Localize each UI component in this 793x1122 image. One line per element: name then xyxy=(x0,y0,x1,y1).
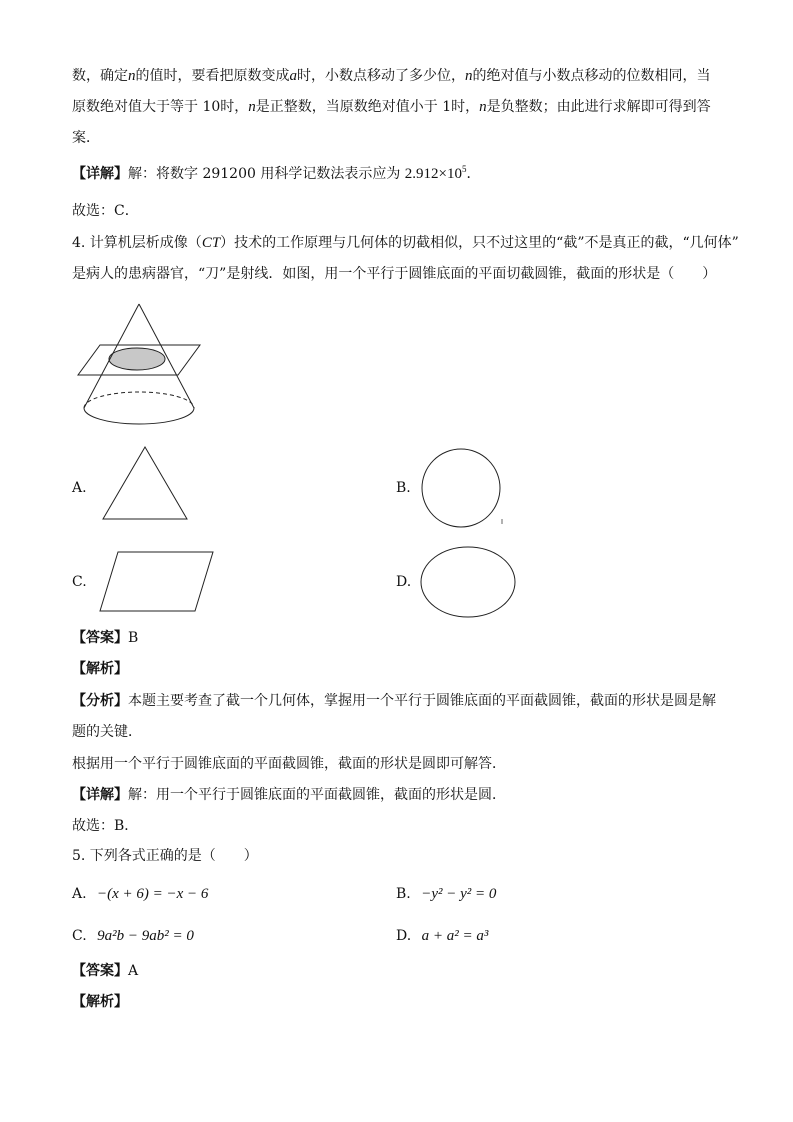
q4-option-b[interactable]: B. xyxy=(396,480,411,496)
var-a: a xyxy=(289,68,297,84)
q5-option-d[interactable] xyxy=(396,926,488,946)
option-label: A. xyxy=(72,886,87,902)
cone-figure xyxy=(72,298,212,428)
q4-option-d[interactable]: D. xyxy=(396,574,412,590)
q5-stem: 5. 下列各式正确的是（ ） xyxy=(72,848,258,864)
var-n: n xyxy=(465,68,473,84)
option-label: C. xyxy=(72,928,87,944)
option-label: D. xyxy=(396,928,412,944)
cone-base-back xyxy=(84,392,194,408)
ct-abbr: CT xyxy=(201,235,221,251)
text: 本题主要考查了截一个几何体，掌握用一个平行于圆锥底面的平面截圆锥，截面的形状是圆是解 xyxy=(128,693,716,709)
q4-fenxi-line-1 xyxy=(72,691,716,711)
option-expr: −y² − y² = 0 xyxy=(421,886,497,902)
circle-shape xyxy=(420,449,504,529)
text: 数，确定 xyxy=(72,68,128,84)
cross-section xyxy=(109,348,165,370)
q4-detail xyxy=(72,785,506,805)
option-expr: a + a² = a³ xyxy=(421,928,489,944)
q4-stem-line-2: 是病人的患病器官，“刀”是射线．如图，用一个平行于圆锥底面的平面切截圆锥，截面的形状是（ ） xyxy=(72,266,717,282)
text: ）技术的工作原理与几何体的切截相似，只不过这里的“截”不是真正的截，“几何体” xyxy=(220,235,739,251)
text: 4. 计算机层析成像（ xyxy=(72,235,202,251)
q5-option-b[interactable] xyxy=(396,884,496,904)
detail-label: 【详解】 xyxy=(72,166,128,182)
option-expr: −(x + 6) = −x − 6 xyxy=(97,886,209,902)
option-label: B. xyxy=(396,886,411,902)
sci-notation: $2.912\times 10^5$ xyxy=(404,164,467,182)
prev-line-3: 案． xyxy=(72,130,100,146)
text: 原数绝对值大于等于 10时， xyxy=(72,99,249,115)
q5-analysis-label: 【解析】 xyxy=(72,994,128,1010)
text: 解：将数字 291200 用科学记数法表示应为 xyxy=(128,166,401,182)
text: 解：用一个平行于圆锥底面的平面截圆锥，截面的形状是圆． xyxy=(128,787,506,803)
triangle-shape xyxy=(100,446,190,522)
parallelogram-shape xyxy=(98,550,216,614)
prev-detail xyxy=(72,164,481,184)
answer-label: 【答案】 xyxy=(72,630,128,646)
prev-line-1 xyxy=(72,66,711,86)
cone-base-front xyxy=(84,408,194,424)
q4-fenxi-line-2: 题的关键． xyxy=(72,724,142,740)
var-n: n xyxy=(479,99,487,115)
text: 是正整数，当原数绝对值小于 1时， xyxy=(255,99,480,115)
var-n: n xyxy=(248,99,256,115)
q5-option-c[interactable] xyxy=(72,926,194,946)
text: 是负整数；由此进行求解即可得到答 xyxy=(486,99,711,115)
text: 时，小数点移动了多少位， xyxy=(297,68,465,84)
var-n: n xyxy=(128,68,136,84)
text: 的值时，要看把原数变成 xyxy=(135,68,290,84)
q4-answer xyxy=(72,628,138,648)
q4-method: 根据用一个平行于圆锥底面的平面截圆锥，截面的形状是圆即可解答． xyxy=(72,756,506,772)
q5-answer xyxy=(72,961,138,981)
q4-analysis-label: 【解析】 xyxy=(72,661,128,677)
q5-option-a[interactable] xyxy=(72,884,208,904)
prev-choose: 故选：C． xyxy=(72,203,139,219)
q4-choose: 故选：B． xyxy=(72,818,139,834)
detail-label: 【详解】 xyxy=(72,787,128,803)
text: 的绝对值与小数点移动的位数相同，当 xyxy=(472,68,711,84)
answer-value: A xyxy=(128,963,139,979)
option-expr: 9a²b − 9ab² = 0 xyxy=(97,928,194,944)
prev-line-2 xyxy=(72,97,711,117)
fenxi-label: 【分析】 xyxy=(72,693,128,709)
answer-label: 【答案】 xyxy=(72,963,128,979)
ellipse-shape xyxy=(420,546,518,620)
q4-option-a[interactable]: A. xyxy=(72,480,87,496)
q4-stem-line-1 xyxy=(72,233,739,253)
q4-option-c[interactable]: C. xyxy=(72,574,87,590)
text: ． xyxy=(466,166,481,182)
answer-value: B xyxy=(128,630,139,646)
